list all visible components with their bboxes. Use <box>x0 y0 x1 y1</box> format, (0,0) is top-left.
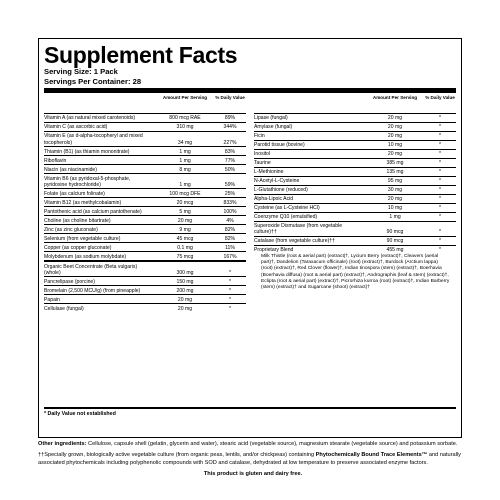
nutrient-daily-value: * <box>439 238 441 245</box>
nutrient-name: Choline (as choline bitartrate) <box>44 217 111 224</box>
nutrient-name: Vitamin C (as ascorbic acid) <box>44 124 108 131</box>
nutrient-amount: 20 mg <box>177 296 193 303</box>
nutrient-name: Amylase (fungal) <box>254 124 293 131</box>
nutrient-name: Folate (as calcium folinate) <box>44 190 105 197</box>
nutrient-daily-value: 82% <box>224 235 236 242</box>
nutrient-daily-value: 100% <box>223 208 237 215</box>
right-rows <box>254 113 456 254</box>
nutrient-daily-value: 167% <box>223 253 237 260</box>
nutrient-row <box>44 303 246 312</box>
nutrient-row <box>254 236 456 245</box>
nutrient-daily-value: 59% <box>224 181 236 188</box>
panel-title: Supplement Facts <box>44 42 238 68</box>
nutrient-daily-value: 77% <box>224 157 236 164</box>
culture-footnote <box>38 452 468 467</box>
label-footer <box>38 441 468 479</box>
nutrient-name: Taurine <box>254 160 271 167</box>
nutrient-daily-value: 11% <box>225 244 235 251</box>
nutrient-daily-value: * <box>229 269 231 276</box>
nutrient-daily-value: * <box>439 142 441 149</box>
nutrient-amount: 30 mg <box>387 187 403 194</box>
nutrient-name: Organic Beet Concentrate (Beta vulgaris) (whole) <box>44 263 138 276</box>
nutrient-row <box>254 140 456 149</box>
other-ingredients-text: Cellulose, capsule shell (gelatin, glycerin and water), stearic acid (vegetable source), magnesium stearate (vegetable source) and potassium sorbate. <box>88 441 458 447</box>
nutrient-row <box>44 188 246 197</box>
nutrient-amount: 1 mg <box>389 214 401 221</box>
right-column-header <box>254 93 456 113</box>
nutrient-name: Niacin (as niacinamide) <box>44 166 97 173</box>
nutrient-daily-value: * <box>439 187 441 194</box>
left-column-header <box>44 93 246 113</box>
footnote-bold-text: Phytochemically Bound Trace Elements™ <box>315 452 428 459</box>
nutrient-name: Vitamin B12 (as methylcobalamin) <box>44 199 122 206</box>
nutrient-row <box>44 122 246 131</box>
nutrient-amount: 20 mg <box>387 151 403 158</box>
nutrient-amount: 75 mcg <box>176 253 194 260</box>
nutrient-name: Vitamin E (as d-alpha-tocopheryl and mixed tocopherols) <box>44 133 143 146</box>
nutrient-daily-value: * <box>229 278 231 285</box>
daily-value-header: % Daily Value <box>425 95 455 100</box>
nutrient-amount: 20 mg <box>387 115 403 122</box>
nutrient-name: Pantothenic acid (as calcium pantothenate) <box>44 208 142 215</box>
nutrient-name: Selenium (from vegetable culture) <box>44 235 121 242</box>
nutrient-daily-value: * <box>229 287 231 294</box>
nutrient-name: Copper (as copper gluconate) <box>44 244 112 251</box>
nutrient-amount: 20 mg <box>177 217 193 224</box>
nutrient-name: Papain <box>44 296 60 303</box>
other-ingredients-label: Other ingredients: <box>38 441 87 447</box>
nutrient-daily-value: * <box>229 305 231 312</box>
nutrient-amount: 20 mg <box>387 124 403 131</box>
left-rows <box>44 113 246 260</box>
nutrient-amount: 8 mg <box>179 166 191 173</box>
nutrient-name: Riboflavin <box>44 157 67 164</box>
nutrient-name: Alpha-Lipoic Acid <box>254 196 294 203</box>
nutrient-daily-value: * <box>439 160 441 167</box>
nutrient-amount: 135 mg <box>386 169 404 176</box>
other-ingredients <box>38 441 468 448</box>
nutrient-row <box>44 155 246 164</box>
daily-value-note: * Daily Value not established <box>44 407 456 418</box>
nutrient-row <box>44 242 246 251</box>
nutrient-name: Vitamin A (as natural mixed carotenoids) <box>44 115 136 122</box>
nutrient-row <box>254 113 456 122</box>
nutrient-name: Zinc (as zinc gluconate) <box>44 226 98 233</box>
nutrient-name: Superoxide Dismutase (from vegetable culture)†† <box>254 223 343 236</box>
nutrient-name: Cellulase (fungal) <box>44 305 84 312</box>
nutrient-amount: 385 mg <box>386 160 404 167</box>
nutrient-row <box>254 131 456 140</box>
nutrient-name: Proprietary Blend <box>254 247 294 254</box>
nutrient-amount: 1 mg <box>179 181 191 188</box>
servings-per-container: Servings Per Container: 28 <box>44 76 142 86</box>
nutrient-daily-value: * <box>439 196 441 203</box>
nutrient-amount: 0.1 mg <box>177 244 193 251</box>
supplement-facts-panel <box>38 38 462 438</box>
nutrient-row <box>44 260 246 276</box>
nutrient-row <box>44 294 246 303</box>
nutrient-amount: 90 mcg <box>386 229 404 236</box>
nutrient-name: Vitamin B6 (as pyridoxal-5-phosphate, pyridoxine hydrochloride) <box>44 175 131 188</box>
nutrient-row <box>254 221 456 236</box>
nutrient-amount: 20 mg <box>387 196 403 203</box>
nutrient-amount: 455 mg <box>386 247 404 254</box>
nutrient-amount: 1 mg <box>179 148 191 155</box>
nutrient-name: Parotid tissue (bovine) <box>254 142 305 149</box>
nutrient-daily-value: 89% <box>224 115 236 122</box>
nutrient-name: Bromelain (2,500 MCU/g) (from pineapple) <box>44 287 141 294</box>
nutrient-daily-value: 227% <box>223 139 237 146</box>
daily-value-header: % Daily Value <box>215 95 245 100</box>
nutrient-daily-value: 344% <box>223 124 237 131</box>
left-rows-botanical <box>44 260 246 312</box>
nutrient-row <box>254 203 456 212</box>
nutrient-daily-value: * <box>229 296 231 303</box>
amount-header: Amount Per Serving <box>162 95 208 100</box>
nutrient-name: Lipase (fungal) <box>254 115 288 122</box>
nutrient-daily-value: * <box>439 205 441 212</box>
nutrient-amount: 45 mcg <box>176 235 194 242</box>
nutrient-row <box>44 285 246 294</box>
nutrient-daily-value: * <box>439 169 441 176</box>
nutrient-daily-value: * <box>439 247 441 254</box>
nutrient-row <box>44 164 246 173</box>
nutrient-row <box>44 233 246 242</box>
nutrient-amount: 20 mg <box>387 133 403 140</box>
amount-header: Amount Per Serving <box>372 95 418 100</box>
nutrient-name: Catalase (from vegetable culture)†† <box>254 238 335 245</box>
nutrient-name: L-Glutathione (reduced) <box>254 187 308 194</box>
blend-description: Milk Thistle (root & aerial part) (extract)†, Lycium Berry (extract)†, Cleavers (aerial part)†, Dandelion (Taraxacum officinale) (root) (extract)†, Burdock (Arctium lappa) (root) (extract)†, Red Clover (flower)†, Indian tinospora (stem) (extract)†, Boerhavia (Boerhavia diffusa) (root & aerial part) (extract)†, Andrographis (leaf & stem) (extract)†, Eclipta (root & aerial part) (extract)†, Picrorhiza kurroa (root) (extract)†, Indian Barberry (stem) (extract)† and Sugarcane (shoot) (extract)† <box>261 253 450 290</box>
nutrient-row <box>254 212 456 221</box>
nutrient-row <box>254 176 456 185</box>
nutrient-amount: 90 mcg <box>386 238 404 245</box>
nutrient-daily-value: * <box>439 214 441 221</box>
gluten-dairy-free: This product is gluten and dairy free. <box>203 471 303 478</box>
nutrient-row <box>254 185 456 194</box>
nutrient-daily-value: * <box>439 229 441 236</box>
nutrient-row <box>44 276 246 285</box>
nutrient-columns <box>44 93 456 312</box>
serving-size: Serving Size: 1 Pack <box>44 67 118 76</box>
nutrient-name: L-Methionine <box>254 169 284 176</box>
nutrient-name: Coenzyme Q10 (emulsified) <box>254 214 318 221</box>
nutrient-name: Pancrelipase (porcine) <box>44 278 95 285</box>
nutrient-row <box>44 173 246 188</box>
left-column <box>44 93 246 312</box>
nutrient-row <box>44 251 246 260</box>
nutrient-row <box>254 149 456 158</box>
nutrient-name: Inositol <box>254 151 271 158</box>
nutrient-daily-value: 4% <box>226 217 234 224</box>
nutrient-amount: 10 mg <box>387 142 403 149</box>
nutrient-amount: 100 mcg DFE <box>169 190 201 197</box>
nutrient-row <box>254 194 456 203</box>
nutrient-amount: 9 mg <box>179 226 191 233</box>
nutrient-daily-value: * <box>439 133 441 140</box>
nutrient-daily-value: 25% <box>224 190 236 197</box>
nutrient-amount: 10 mg <box>387 205 403 212</box>
nutrient-row <box>44 131 246 146</box>
nutrient-row <box>254 158 456 167</box>
nutrient-amount: 5 mg <box>179 208 191 215</box>
nutrient-daily-value: * <box>439 178 441 185</box>
footnote-text: ††Specially grown, biologically active vegetable culture (from organic peas, lentils, and/or chickpeas) containing <box>38 452 316 459</box>
nutrient-amount: 20 mg <box>177 305 193 312</box>
nutrient-amount: 800 mcg RAE <box>169 115 201 122</box>
nutrient-amount: 34 mg <box>177 139 193 146</box>
nutrient-row <box>254 167 456 176</box>
nutrient-daily-value: * <box>439 115 441 122</box>
nutrient-row <box>44 197 246 206</box>
nutrient-daily-value: 50% <box>224 166 236 173</box>
nutrient-amount: 310 mg <box>176 124 194 131</box>
nutrient-daily-value: 82% <box>224 226 236 233</box>
nutrient-row <box>254 122 456 131</box>
nutrient-amount: 20 mcg <box>176 199 194 206</box>
nutrient-daily-value: 833% <box>223 199 237 206</box>
nutrient-amount: 300 mg <box>176 269 194 276</box>
nutrient-row <box>44 113 246 122</box>
nutrient-amount: 1 mg <box>179 157 191 164</box>
nutrient-daily-value: * <box>439 151 441 158</box>
nutrient-row <box>44 206 246 215</box>
nutrient-row <box>44 224 246 233</box>
nutrient-name: Cysteine (as L-Cysteine HCl) <box>254 205 320 212</box>
nutrient-row <box>44 146 246 155</box>
nutrient-daily-value: 83% <box>224 148 236 155</box>
nutrient-name: Ficin <box>254 133 265 140</box>
nutrient-name: N-Acetyl-L-Cysteine <box>254 178 300 185</box>
nutrient-amount: 95 mg <box>387 178 403 185</box>
nutrient-name: Molybdenum (as sodium molybdate) <box>44 253 127 260</box>
footnote-text-end: and naturally associated phytochemicals including polyphenolic compounds with SOD and catalase, dehydrated at low temperature to preserve associated enzyme factors. <box>38 452 461 466</box>
nutrient-amount: 200 mg <box>176 287 194 294</box>
nutrient-row <box>254 245 456 254</box>
nutrient-name: Thiamin (B1) (as thiamin mononitrate) <box>44 148 130 155</box>
nutrient-amount: 150 mg <box>176 278 194 285</box>
nutrient-row <box>44 215 246 224</box>
right-column <box>254 93 456 312</box>
nutrient-daily-value: * <box>439 124 441 131</box>
